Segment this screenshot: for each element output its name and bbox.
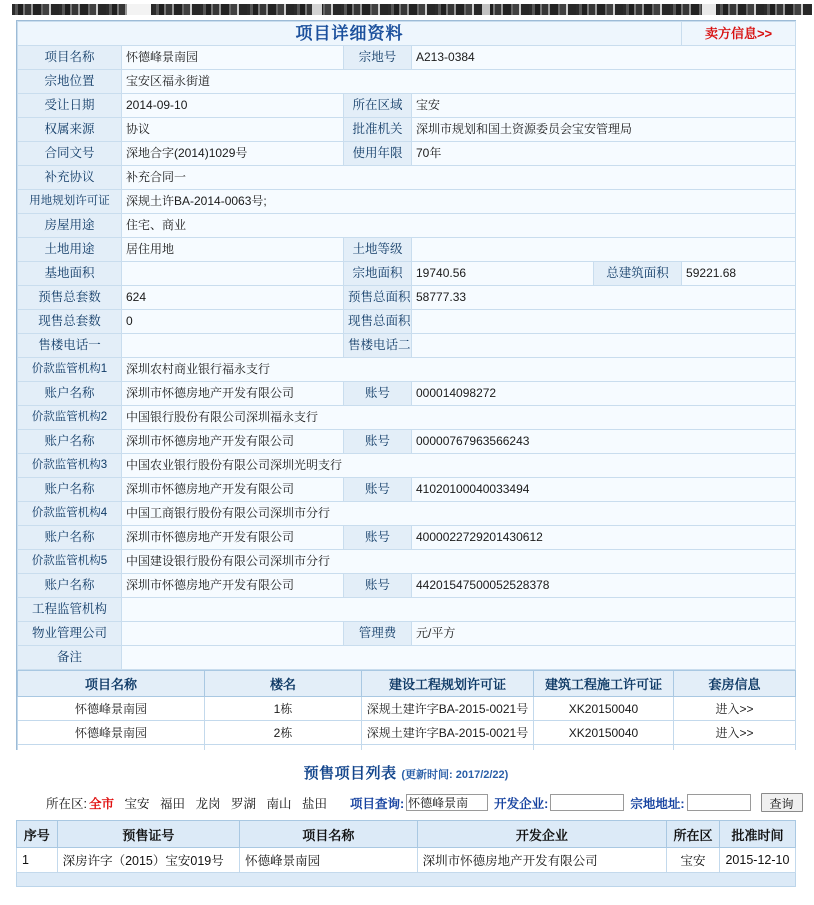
presale-list-table — [16, 820, 796, 873]
list-row-district: 宝安 — [667, 848, 720, 873]
value-supplementary-agreement: 补充合同一 — [122, 166, 796, 190]
label-escrow-bank-3: 价款监管机构3 — [18, 454, 122, 478]
value-account-no-3: 41020100040033494 — [412, 478, 796, 502]
row-currentsale-totals — [18, 310, 796, 334]
project-query-label: 项目查询: — [350, 796, 405, 811]
list-col-approval-date: 批准时间 — [719, 821, 795, 848]
presale-list-panel — [16, 750, 796, 887]
buildings-col-construction-permit: 建筑工程施工许可证 — [534, 671, 674, 697]
label-account-no-4: 账号 — [344, 526, 412, 550]
value-account-no-5: 44201547500052528378 — [412, 574, 796, 598]
list-row-presale-cert-link[interactable]: 深房许字（2015）宝安019号 — [57, 848, 240, 873]
row-ownership — [18, 118, 796, 142]
buildings-header-row — [18, 671, 796, 697]
label-land-planning-permit: 用地规划许可证 — [18, 190, 122, 214]
table-row — [18, 697, 796, 721]
district-filter-label: 所在区: — [46, 796, 87, 811]
list-col-developer: 开发企业 — [417, 821, 667, 848]
list-row-index: 1 — [17, 848, 58, 873]
value-account-name-4: 深圳市怀德房地产开发有限公司 — [122, 526, 344, 550]
buildings-col-building-name: 楼名 — [205, 671, 362, 697]
label-currentsale-area: 现售总面积 — [344, 310, 412, 334]
row-bank-4 — [18, 502, 796, 526]
label-presale-units: 预售总套数 — [18, 286, 122, 310]
building-construction-permit: XK20150040 — [534, 697, 674, 721]
label-account-name-5: 账户名称 — [18, 574, 122, 598]
project-detail-panel — [16, 20, 796, 792]
row-account-4 — [18, 526, 796, 550]
district-option-luohu[interactable]: 罗湖 — [230, 796, 256, 811]
buildings-col-unit-info: 套房信息 — [674, 671, 796, 697]
label-ownership-source: 权属来源 — [18, 118, 122, 142]
value-remark — [122, 646, 796, 670]
building-name: 1栋 — [205, 697, 362, 721]
land-address-query-label: 宗地地址: — [630, 796, 685, 811]
label-use-years: 使用年限 — [344, 142, 412, 166]
row-bank-1 — [18, 358, 796, 382]
value-land-planning-permit: 深规土许BA-2014-0063号; — [122, 190, 796, 214]
presale-list-update-time: (更新时间: 2017/2/22) — [401, 769, 509, 781]
row-house-use — [18, 214, 796, 238]
value-account-no-2: 00000767963566243 — [412, 430, 796, 454]
building-planning-permit: 深规土建许字BA-2015-0021号 — [362, 721, 534, 745]
value-escrow-bank-2: 中国银行股份有限公司深圳福永支行 — [122, 406, 796, 430]
value-approve-org: 深圳市规划和国土资源委员会宝安管理局 — [412, 118, 796, 142]
value-escrow-bank-5: 中国建设银行股份有限公司深圳市分行 — [122, 550, 796, 574]
banner-noise-strip — [12, 4, 812, 15]
value-property-company — [122, 622, 344, 646]
building-project-name: 怀德峰景南园 — [18, 721, 205, 745]
row-property-company — [18, 622, 796, 646]
list-col-district: 所在区 — [667, 821, 720, 848]
value-currentsale-units: 0 — [122, 310, 344, 334]
district-option-futian[interactable]: 福田 — [159, 796, 185, 811]
label-accept-date: 受让日期 — [18, 94, 122, 118]
value-ownership-source: 协议 — [122, 118, 344, 142]
value-escrow-bank-1: 深圳农村商业银行福永支行 — [122, 358, 796, 382]
building-name: 2栋 — [205, 721, 362, 745]
label-currentsale-units: 现售总套数 — [18, 310, 122, 334]
value-base-area — [122, 262, 344, 286]
label-land-use: 土地用途 — [18, 238, 122, 262]
value-land-use: 居住用地 — [122, 238, 344, 262]
district-option-baoan[interactable]: 宝安 — [124, 796, 150, 811]
page-title: 项目详细资料 — [18, 22, 682, 46]
value-sales-phone-2 — [412, 334, 796, 358]
value-currentsale-area — [412, 310, 796, 334]
label-account-no-5: 账号 — [344, 574, 412, 598]
label-total-building-area: 总建筑面积 — [594, 262, 682, 286]
value-region: 宝安 — [412, 94, 796, 118]
label-account-name-2: 账户名称 — [18, 430, 122, 454]
label-land-area: 宗地面积 — [344, 262, 412, 286]
district-option-nanshan[interactable]: 南山 — [266, 796, 292, 811]
value-account-name-3: 深圳市怀德房地产开发有限公司 — [122, 478, 344, 502]
label-approve-org: 批准机关 — [344, 118, 412, 142]
value-engineering-supervisor — [122, 598, 796, 622]
row-account-1 — [18, 382, 796, 406]
value-presale-area: 58777.33 — [412, 286, 796, 310]
label-account-name-3: 账户名称 — [18, 478, 122, 502]
list-col-presale-cert-no: 预售证号 — [57, 821, 240, 848]
value-management-fee: 元/平方 — [412, 622, 796, 646]
row-engineering-supervisor — [18, 598, 796, 622]
label-land-no: 宗地号 — [344, 46, 412, 70]
land-address-query-input[interactable] — [687, 794, 751, 811]
row-supplementary-agreement — [18, 166, 796, 190]
table-row — [18, 721, 796, 745]
building-enter-link[interactable]: 进入>> — [674, 697, 796, 721]
row-account-5 — [18, 574, 796, 598]
buildings-col-planning-permit: 建设工程规划许可证 — [362, 671, 534, 697]
district-option-longgang[interactable]: 龙岗 — [195, 796, 221, 811]
value-project-name: 怀德峰景南园 — [122, 46, 344, 70]
value-account-no-4: 4000022729201430612 — [412, 526, 796, 550]
value-land-no: A213-0384 — [412, 46, 796, 70]
label-sales-phone-1: 售楼电话一 — [18, 334, 122, 358]
label-supplementary-agreement: 补充协议 — [18, 166, 122, 190]
value-land-location: 宝安区福永街道 — [122, 70, 796, 94]
developer-query-input[interactable] — [550, 794, 624, 811]
label-escrow-bank-5: 价款监管机构5 — [18, 550, 122, 574]
label-account-no-3: 账号 — [344, 478, 412, 502]
label-account-name-4: 账户名称 — [18, 526, 122, 550]
row-land-location — [18, 70, 796, 94]
list-col-index: 序号 — [17, 821, 58, 848]
row-project-name — [18, 46, 796, 70]
value-house-use: 住宅、商业 — [122, 214, 796, 238]
list-row-approval-date: 2015-12-10 — [719, 848, 795, 873]
label-account-no-1: 账号 — [344, 382, 412, 406]
presale-list-header-row — [17, 821, 796, 848]
value-escrow-bank-3: 中国农业银行股份有限公司深圳光明支行 — [122, 454, 796, 478]
query-button[interactable]: 查询 — [761, 793, 803, 812]
buildings-col-project-name: 项目名称 — [18, 671, 205, 697]
label-land-grade: 土地等级 — [344, 238, 412, 262]
row-account-2 — [18, 430, 796, 454]
building-enter-link[interactable]: 进入>> — [674, 721, 796, 745]
value-contract-no: 深地合字(2014)1029号 — [122, 142, 344, 166]
project-query-input[interactable] — [406, 794, 488, 811]
list-item — [17, 848, 796, 873]
detail-title-row — [18, 22, 796, 46]
row-areas — [18, 262, 796, 286]
label-base-area: 基地面积 — [18, 262, 122, 286]
value-accept-date: 2014-09-10 — [122, 94, 344, 118]
value-account-name-1: 深圳市怀德房地产开发有限公司 — [122, 382, 344, 406]
list-row-developer: 深圳市怀德房地产开发有限公司 — [417, 848, 667, 873]
list-row-project-name-link[interactable]: 怀德峰景南园 — [240, 848, 418, 873]
value-account-name-5: 深圳市怀德房地产开发有限公司 — [122, 574, 344, 598]
value-land-grade — [412, 238, 796, 262]
label-engineering-supervisor: 工程监管机构 — [18, 598, 122, 622]
label-escrow-bank-4: 价款监管机构4 — [18, 502, 122, 526]
list-col-project-name: 项目名称 — [240, 821, 418, 848]
row-remark — [18, 646, 796, 670]
presale-list-footer — [16, 873, 796, 887]
seller-info-link[interactable]: 卖方信息>> — [682, 22, 796, 46]
value-use-years: 70年 — [412, 142, 796, 166]
value-escrow-bank-4: 中国工商银行股份有限公司深圳市分行 — [122, 502, 796, 526]
label-account-no-2: 账号 — [344, 430, 412, 454]
label-management-fee: 管理费 — [344, 622, 412, 646]
row-land-permit — [18, 190, 796, 214]
presale-list-title-row — [16, 750, 796, 783]
developer-query-label: 开发企业: — [494, 796, 549, 811]
building-project-name: 怀德峰景南园 — [18, 697, 205, 721]
value-account-no-1: 000014098272 — [412, 382, 796, 406]
row-sales-phones — [18, 334, 796, 358]
district-option-all[interactable]: 全市 — [88, 796, 114, 811]
district-filter-group — [89, 794, 334, 812]
label-account-name-1: 账户名称 — [18, 382, 122, 406]
value-account-name-2: 深圳市怀德房地产开发有限公司 — [122, 430, 344, 454]
label-escrow-bank-2: 价款监管机构2 — [18, 406, 122, 430]
building-construction-permit: XK20150040 — [534, 721, 674, 745]
label-house-use: 房屋用途 — [18, 214, 122, 238]
value-sales-phone-1 — [122, 334, 344, 358]
row-contract-no — [18, 142, 796, 166]
label-escrow-bank-1: 价款监管机构1 — [18, 358, 122, 382]
value-total-building-area: 59221.68 — [682, 262, 796, 286]
value-land-area: 19740.56 — [412, 262, 594, 286]
value-presale-units: 624 — [122, 286, 344, 310]
row-bank-3 — [18, 454, 796, 478]
label-presale-area: 预售总面积 — [344, 286, 412, 310]
row-presale-totals — [18, 286, 796, 310]
row-accept-date — [18, 94, 796, 118]
project-detail-table — [17, 21, 796, 670]
presale-list-title: 预售项目列表 — [303, 765, 397, 782]
label-contract-no: 合同文号 — [18, 142, 122, 166]
presale-filter-row — [16, 793, 796, 812]
district-option-yantian[interactable]: 盐田 — [301, 796, 327, 811]
row-bank-2 — [18, 406, 796, 430]
label-project-name: 项目名称 — [18, 46, 122, 70]
row-account-3 — [18, 478, 796, 502]
label-region: 所在区域 — [344, 94, 412, 118]
label-remark: 备注 — [18, 646, 122, 670]
row-bank-5 — [18, 550, 796, 574]
label-property-company: 物业管理公司 — [18, 622, 122, 646]
building-planning-permit: 深规土建许字BA-2015-0021号 — [362, 697, 534, 721]
row-land-use — [18, 238, 796, 262]
label-land-location: 宗地位置 — [18, 70, 122, 94]
label-sales-phone-2: 售楼电话二 — [344, 334, 412, 358]
